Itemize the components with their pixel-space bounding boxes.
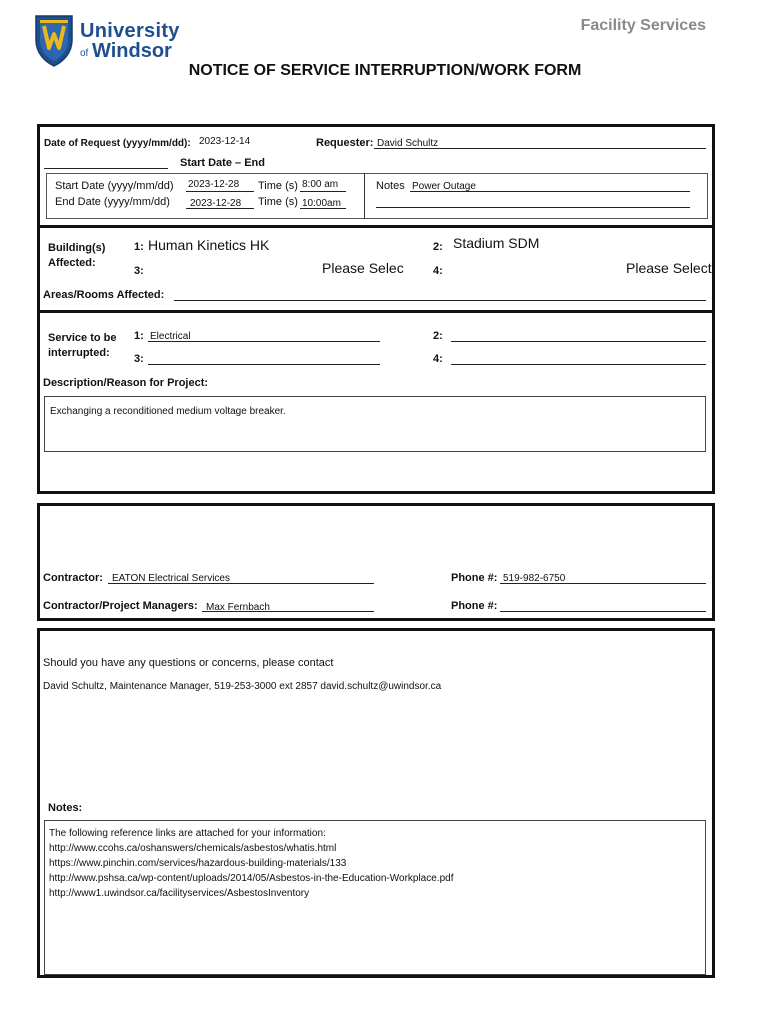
- building-4-select[interactable]: Please Select: [626, 260, 712, 276]
- end-time-value[interactable]: 10:00am: [302, 198, 341, 209]
- notes-link[interactable]: https://www.pinchin.com/services/hazardous-building-materials/133: [49, 858, 347, 869]
- requester-label: Requester:: [316, 137, 374, 149]
- building-2-number: 2:: [433, 241, 443, 253]
- description-box[interactable]: [44, 396, 706, 452]
- form-title: NOTICE OF SERVICE INTERRUPTION/WORK FORM: [188, 62, 582, 79]
- service-3-number: 3:: [134, 353, 144, 365]
- service-4-number: 4:: [433, 353, 443, 365]
- requester-value[interactable]: David Schultz: [377, 138, 439, 149]
- service-label-1: Service to be: [48, 332, 117, 344]
- logo-of-text: of: [80, 48, 89, 59]
- building-1-select[interactable]: Human Kinetics HK: [148, 237, 270, 253]
- notes-link[interactable]: http://www.pshsa.ca/wp-content/uploads/2014/05/Asbestos-in-the-Education-Workplace.pdf: [49, 873, 454, 884]
- start-date-label: Start Date (yyyy/mm/dd): [55, 180, 174, 192]
- contractor-phone-value[interactable]: 519-982-6750: [503, 573, 566, 584]
- service-1-number: 1:: [134, 330, 144, 342]
- service-2-number: 2:: [433, 330, 443, 342]
- start-end-label: Start Date – End: [180, 157, 265, 169]
- description-label: Description/Reason for Project:: [43, 377, 209, 389]
- end-date-label: End Date (yyyy/mm/dd): [55, 196, 170, 208]
- building-3-number: 3:: [134, 265, 144, 277]
- notes-value[interactable]: Power Outage: [412, 181, 476, 192]
- start-date-value[interactable]: 2023-12-28: [188, 179, 240, 190]
- service-1-value[interactable]: Electrical: [150, 331, 191, 342]
- date-of-request-label: Date of Request (yyyy/mm/dd):: [44, 138, 191, 149]
- date-of-request-value[interactable]: 2023-12-14: [199, 136, 251, 147]
- notes-link[interactable]: http://www1.uwindsor.ca/facilityservices/AsbestosInventory: [49, 888, 310, 899]
- crest-icon: [34, 14, 74, 68]
- areas-affected-line[interactable]: [174, 300, 706, 301]
- contractor-phone-label: Phone #:: [451, 572, 498, 584]
- request-blank-line: [44, 168, 168, 169]
- building-4-number: 4:: [433, 265, 443, 277]
- managers-value[interactable]: Max Fernbach: [206, 602, 270, 613]
- start-time-value[interactable]: 8:00 am: [302, 179, 339, 190]
- building-2-select[interactable]: Stadium SDM: [453, 235, 540, 251]
- managers-label: Contractor/Project Managers:: [43, 600, 198, 612]
- service-label-2: interrupted:: [48, 347, 110, 359]
- description-value: Exchanging a reconditioned medium voltage breaker.: [50, 406, 286, 417]
- buildings-label-1: Building(s): [48, 242, 106, 254]
- managers-phone-line[interactable]: [500, 611, 706, 612]
- notes-line-2: [376, 207, 690, 208]
- building-3-select[interactable]: Please Selec: [322, 260, 404, 276]
- start-date-line: [186, 191, 254, 192]
- logo-university-text: University: [80, 20, 180, 42]
- notes-link[interactable]: http://www.ccohs.ca/oshanswers/chemicals/asbestos/whatis.html: [49, 843, 337, 854]
- notes-line: The following reference links are attached for your information:: [49, 828, 326, 839]
- contractor-value[interactable]: EATON Electrical Services: [112, 573, 230, 584]
- section-divider-1: [37, 225, 715, 228]
- department-name: Facility Services: [580, 17, 706, 34]
- notes-section-label: Notes:: [48, 802, 83, 814]
- logo-windsor-text: Windsor: [92, 40, 172, 62]
- building-1-number: 1:: [134, 241, 144, 253]
- contractor-label: Contractor:: [43, 572, 103, 584]
- contact-intro: Should you have any questions or concerns, please contact: [43, 657, 334, 669]
- service-3-line[interactable]: [148, 364, 380, 365]
- contact-details: David Schultz, Maintenance Manager, 519-253-3000 ext 2857 david.schultz@uwindsor.ca: [43, 681, 442, 692]
- end-date-value[interactable]: 2023-12-28: [190, 198, 242, 209]
- areas-affected-label: Areas/Rooms Affected:: [43, 289, 165, 301]
- service-2-line[interactable]: [451, 341, 706, 342]
- notes-label: Notes: [376, 180, 405, 192]
- managers-phone-label: Phone #:: [451, 600, 498, 612]
- buildings-label-2: Affected:: [48, 257, 96, 269]
- section-divider-2: [37, 310, 715, 313]
- start-time-line: [300, 191, 346, 192]
- dates-divider: [364, 173, 365, 219]
- start-time-label: Time (s): [258, 180, 298, 192]
- end-time-label: Time (s): [258, 196, 298, 208]
- notes-content: [49, 826, 454, 901]
- service-4-line[interactable]: [451, 364, 706, 365]
